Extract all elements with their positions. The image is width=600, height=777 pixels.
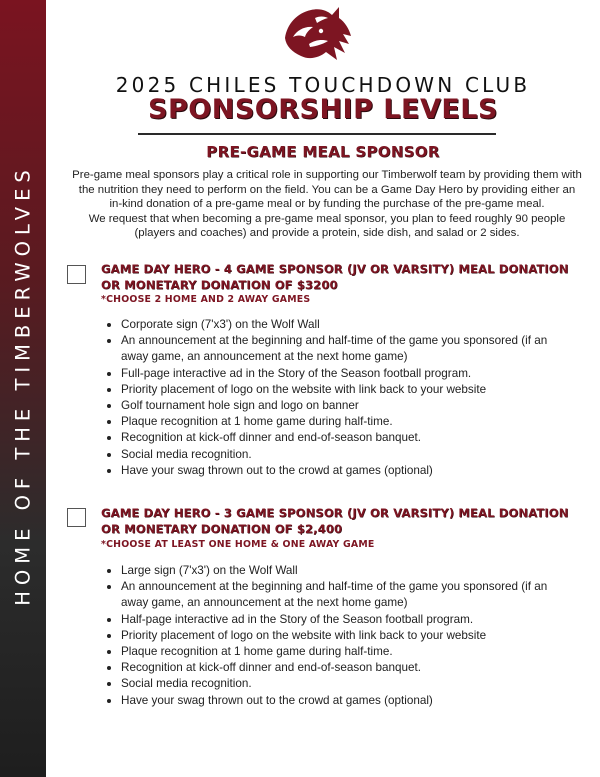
benefit-item: Half-page interactive ad in the Story of the Season football program. (105, 612, 565, 628)
tier-1-title (101, 261, 591, 293)
benefit-item: Social media recognition. (105, 447, 565, 463)
benefit-item: An announcement at the beginning and half-time of the game you sponsored (if an away game, an announcement at the next home game) (105, 579, 565, 611)
intro-line: (players and coaches) and provide a protein, side dish, and salad or 2 sides. (134, 227, 520, 240)
benefit-item: Plaque recognition at 1 home game during half-time. (105, 644, 565, 660)
section-title: PRE-GAME MEAL SPONSOR (206, 143, 440, 161)
year-title: 2025 CHILES TOUCHDOWN CLUB (115, 73, 531, 97)
tier-2-note: *CHOOSE AT LEAST ONE HOME & ONE AWAY GAME (101, 539, 375, 550)
tier-2-checkbox[interactable] (67, 508, 86, 527)
benefit-item: Have your swag thrown out to the crowd at games (optional) (105, 463, 565, 479)
benefit-item: Social media recognition. (105, 676, 565, 692)
tier-1-benefits (105, 317, 565, 479)
benefit-item: Large sign (7'x3') on the Wolf Wall (105, 563, 565, 579)
tier-1-checkbox[interactable] (67, 265, 86, 284)
benefit-item: Corporate sign (7'x3') on the Wolf Wall (105, 317, 565, 333)
benefit-item: Priority placement of logo on the website with link back to your website (105, 628, 565, 644)
benefit-item: Priority placement of logo on the website with link back to your website (105, 382, 565, 398)
intro-line: the nutrition they need to perform on the field. You can be a Game Day Hero by providing either an (78, 183, 576, 196)
sidebar-banner (0, 0, 46, 777)
tier-1-note: *CHOOSE 2 HOME AND 2 AWAY GAMES (101, 294, 311, 305)
benefit-item: Recognition at kick-off dinner and end-of-season banquet. (105, 430, 565, 446)
benefit-item: Full-page interactive ad in the Story of the Season football program. (105, 366, 565, 382)
wolf-head-icon (279, 4, 355, 64)
tier-title-line: GAME DAY HERO - 4 GAME SPONSOR (JV OR VARSITY) MEAL DONATION (101, 262, 569, 276)
benefit-item: Have your swag thrown out to the crowd at games (optional) (105, 693, 565, 709)
tier-2-title (101, 505, 591, 537)
benefit-item: Golf tournament hole sign and logo on banner (105, 398, 565, 414)
tier-title-line: GAME DAY HERO - 3 GAME SPONSOR (JV OR VARSITY) MEAL DONATION (101, 506, 569, 520)
tier-2-benefits (105, 563, 565, 709)
page-title: SPONSORSHIP LEVELS (148, 94, 498, 125)
title-divider (138, 133, 496, 135)
sidebar-slogan: HOME OF THE TIMBERWOLVES (11, 164, 35, 606)
benefit-item: Recognition at kick-off dinner and end-of-season banquet. (105, 660, 565, 676)
benefit-item: An announcement at the beginning and half-time of the game you sponsored (if an away game, an announcement at the next home game) (105, 333, 565, 365)
intro-paragraph (62, 168, 592, 241)
intro-line: in-kind donation of a pre-game meal or by funding the purchase of the pre-game meal. (109, 198, 545, 211)
intro-line: Pre-game meal sponsors play a critical role in supporting our Timberwolf team by providing them with (72, 169, 582, 181)
intro-line: We request that when becoming a pre-game meal sponsor, you plan to feed roughly 90 people (88, 212, 566, 225)
tier-title-line: OR MONETARY DONATION OF $2,400 (101, 522, 343, 536)
tier-title-line: OR MONETARY DONATION OF $3200 (101, 278, 338, 292)
benefit-item: Plaque recognition at 1 home game during half-time. (105, 414, 565, 430)
